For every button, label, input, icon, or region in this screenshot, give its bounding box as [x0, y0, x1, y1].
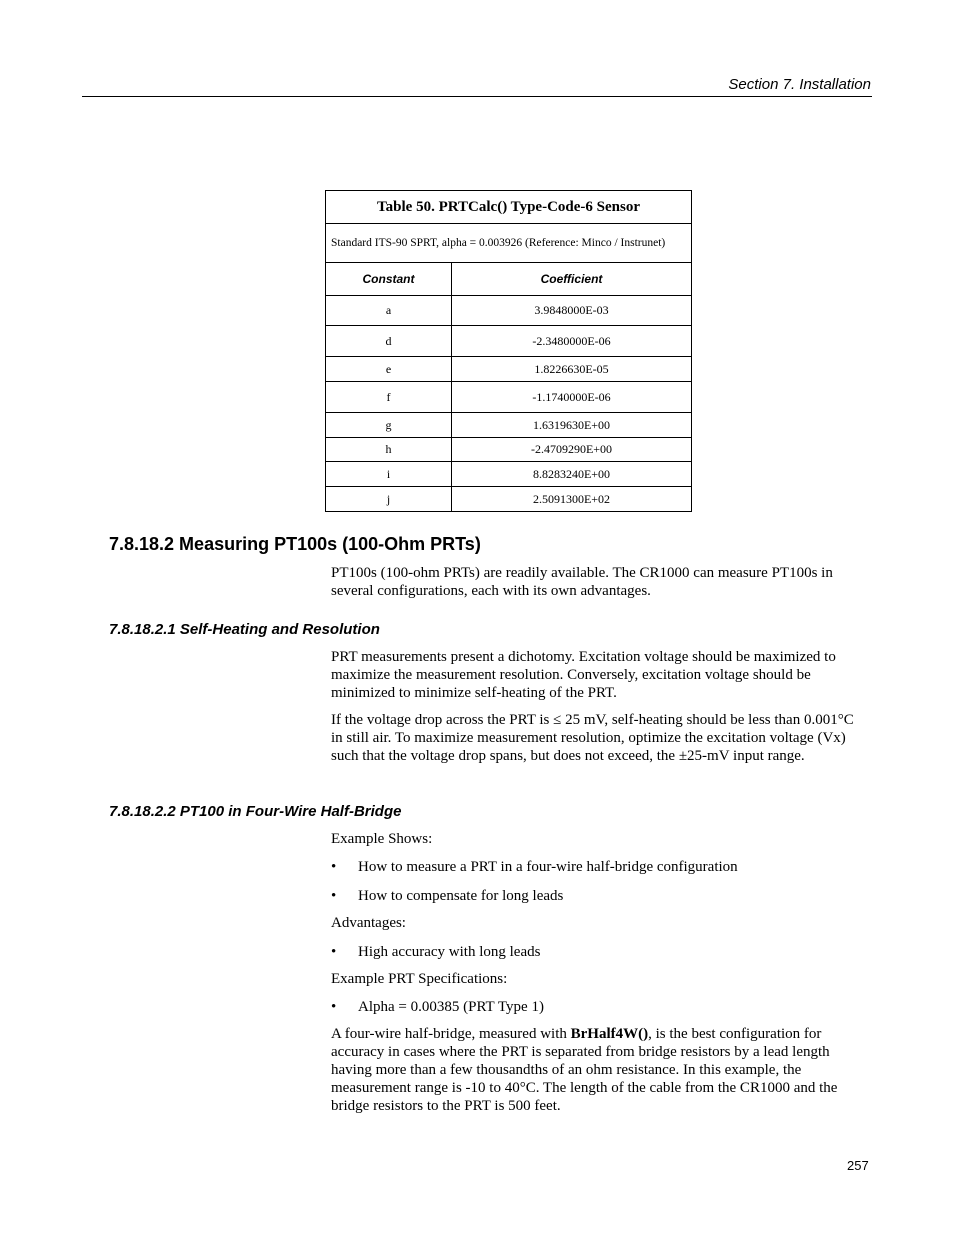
section-title: Section 7. Installation	[728, 76, 871, 93]
coefficient-cell: 1.8226630E-05	[452, 357, 692, 382]
specifications-label: Example PRT Specifications:	[331, 971, 508, 987]
intro-paragraph: PT100s (100-ohm PRTs) are readily available. The CR1000 can measure PT100s in several configurations, each with its own advantages.	[331, 565, 833, 599]
paragraph-text-end: , is the best configuration for accuracy in cases where the PRT is separated from bridge resistors by a lead length having more than a few thousandths of an ohm resistance. In this example, the measurement range is -10 to 40°C. The length of the cable from the CR1000 and the bridge resistors to the PRT is 500 feet.	[331, 1026, 838, 1114]
list-item-text: High accuracy with long leads	[358, 944, 541, 960]
table-note: Standard ITS-90 SPRT, alpha = 0.003926 (Reference: Minco / Instrunet)	[326, 224, 692, 263]
constant-cell: j	[326, 487, 452, 512]
constant-cell: g	[326, 413, 452, 438]
table-row	[326, 296, 692, 326]
subsection-heading-four-wire: 7.8.18.2.2 PT100 in Four-Wire Half-Bridge	[109, 803, 402, 820]
list-item-text: Alpha = 0.00385 (PRT Type 1)	[358, 999, 544, 1015]
coefficient-cell: 8.8283240E+00	[452, 462, 692, 487]
constant-cell: e	[326, 357, 452, 382]
table-row	[326, 357, 692, 382]
constant-cell: f	[326, 382, 452, 413]
constant-cell: d	[326, 326, 452, 357]
coefficient-cell: -1.1740000E-06	[452, 382, 692, 413]
page-header	[82, 76, 872, 97]
bullet-icon: •	[331, 888, 337, 904]
coefficient-cell: -2.4709290E+00	[452, 438, 692, 462]
example-shows-label: Example Shows:	[331, 831, 433, 847]
section-heading: 7.8.18.2 Measuring PT100s (100-Ohm PRTs)	[109, 534, 481, 554]
coefficient-cell: 2.5091300E+02	[452, 487, 692, 512]
table-row	[326, 326, 692, 357]
four-wire-paragraph	[331, 1025, 856, 1115]
coefficient-cell: 1.6319630E+00	[452, 413, 692, 438]
table-row	[326, 382, 692, 413]
list-item-text: How to compensate for long leads	[358, 888, 564, 904]
function-name: BrHalf4W()	[570, 1026, 649, 1042]
coefficient-cell: -2.3480000E-06	[452, 326, 692, 357]
list-item-text: How to measure a PRT in a four-wire half-bridge configuration	[358, 859, 738, 875]
paragraph-text-start: A four-wire half-bridge, measured with	[331, 1026, 571, 1042]
bullet-icon: •	[331, 999, 337, 1015]
constant-cell: a	[326, 296, 452, 326]
coefficient-cell: 3.9848000E-03	[452, 296, 692, 326]
table-row	[326, 413, 692, 438]
subsection-heading-self-heating: 7.8.18.2.1 Self-Heating and Resolution	[109, 621, 380, 638]
constant-cell: h	[326, 438, 452, 462]
constant-cell: i	[326, 462, 452, 487]
column-header-constant: Constant	[326, 263, 452, 296]
bullet-icon: •	[331, 859, 337, 875]
self-heating-paragraph-2: If the voltage drop across the PRT is ≤ 25 mV, self-heating should be less than 0.001°C in still air. To maximize measurement resolution, optimize the excitation voltage (Vx) such that the voltage drop spans, but does not exceed, the ±25-mV input range.	[331, 712, 854, 764]
table-row	[326, 487, 692, 512]
coefficient-table	[325, 190, 692, 512]
bullet-icon: •	[331, 944, 337, 960]
table-title: Table 50. PRTCalc() Type-Code-6 Sensor	[326, 191, 692, 224]
table-row	[326, 438, 692, 462]
table-row	[326, 462, 692, 487]
advantages-label: Advantages:	[331, 915, 406, 931]
page-number: 257	[847, 1158, 869, 1173]
column-header-coefficient: Coefficient	[452, 263, 692, 296]
self-heating-paragraph-1: PRT measurements present a dichotomy. Excitation voltage should be maximized to maximize the measurement resolution. Conversely, excitation voltage should be minimized to minimize self-heating of the PRT.	[331, 649, 836, 701]
